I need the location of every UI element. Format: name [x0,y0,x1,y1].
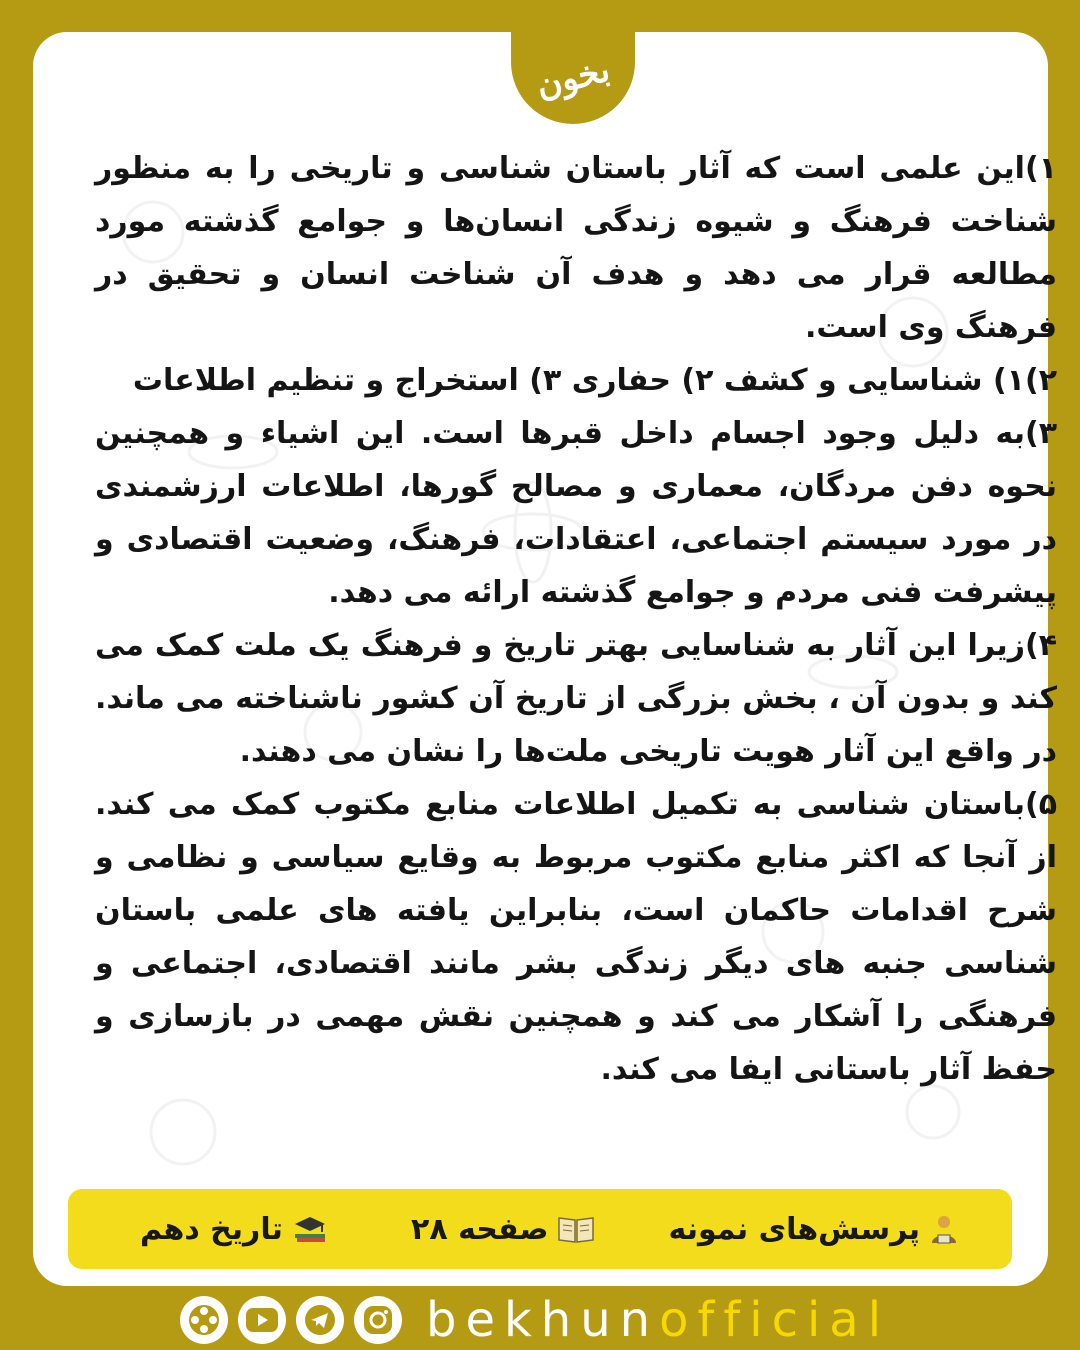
answer-2: ۲)۱) شناسایی و کشف ۲) حفاری ۳) استخراج و تنظیم اطلاعات [132,363,1057,398]
film-reel-icon[interactable] [180,1296,228,1344]
footer-questions [669,1212,960,1247]
content-card [33,32,1057,1286]
brand-part-2: official [659,1292,891,1348]
footer-page-label: صفحه ۲۸ [411,1211,549,1247]
answer-3: ۳)به دلیل وجود اجسام داخل قبرها است. این اشیاء و همچنین نحوه دفن مردگان، معماری و مصالح گورها، اطلاعات ارزشمندی در مورد سیستم اجتماعی، اعتقادات، فرهنگ، وضعیت اقتصادی و پیشرفت فنی مردم و جوامع گذشته ارائه می دهد. [95,416,1057,610]
brand-part-1: bekhun [426,1292,660,1348]
brand-handle[interactable] [426,1292,890,1348]
answer-4: ۴)زیرا این آثار به شناسایی بهتر تاریخ و فرهنگ یک ملت کمک می کند و بدون آن ، بخش بزرگی از تاریخ آن کشور ناشناخته می ماند. در واقع این آثار هویت تاریخی ملت‌ها را نشان می دهند. [95,628,1057,769]
logo-text: بخون [532,49,614,107]
instagram-icon[interactable] [354,1296,402,1344]
book-icon [557,1214,595,1244]
teacher-icon [928,1213,960,1245]
footer-subject [140,1212,329,1247]
answer-5: ۵)باستان شناسی به تکمیل اطلاعات منابع مکتوب کمک می کند. از آنجا که اکثر منابع مکتوب مربوط به وقایع سیاسی و نظامی و شرح اقدامات حاکمان است، بنابراین یافته های علمی باستان شناسی جنبه های دیگر زندگی بشر مانند اقتصادی، اجتماعی و فرهنگی را آشکار می کند و همچنین نقش مهمی در بازسازی و حفظ آثار باستانی ایفا می کند. [95,787,1057,1087]
telegram-icon[interactable] [296,1296,344,1344]
footer-bar [68,1189,1012,1269]
logo-badge [511,32,635,124]
footer-subject-label: تاریخ دهم [140,1211,283,1247]
graduation-cap-icon [291,1214,329,1244]
answers-text [95,142,1057,1096]
footer-page [411,1212,594,1247]
youtube-icon[interactable] [238,1296,286,1344]
social-bar [180,1290,900,1350]
answer-1: ۱)این علمی است که آثار باستان شناسی و تاریخی را به منظور شناخت فرهنگ و شیوه زندگی انسان‌ها و جوامع گذشته مورد مطالعه قرار می دهد و هدف آن شناخت انسان و تحقیق در فرهنگ وی است. [95,151,1057,345]
footer-questions-label: پرسش‌های نمونه [668,1211,920,1247]
